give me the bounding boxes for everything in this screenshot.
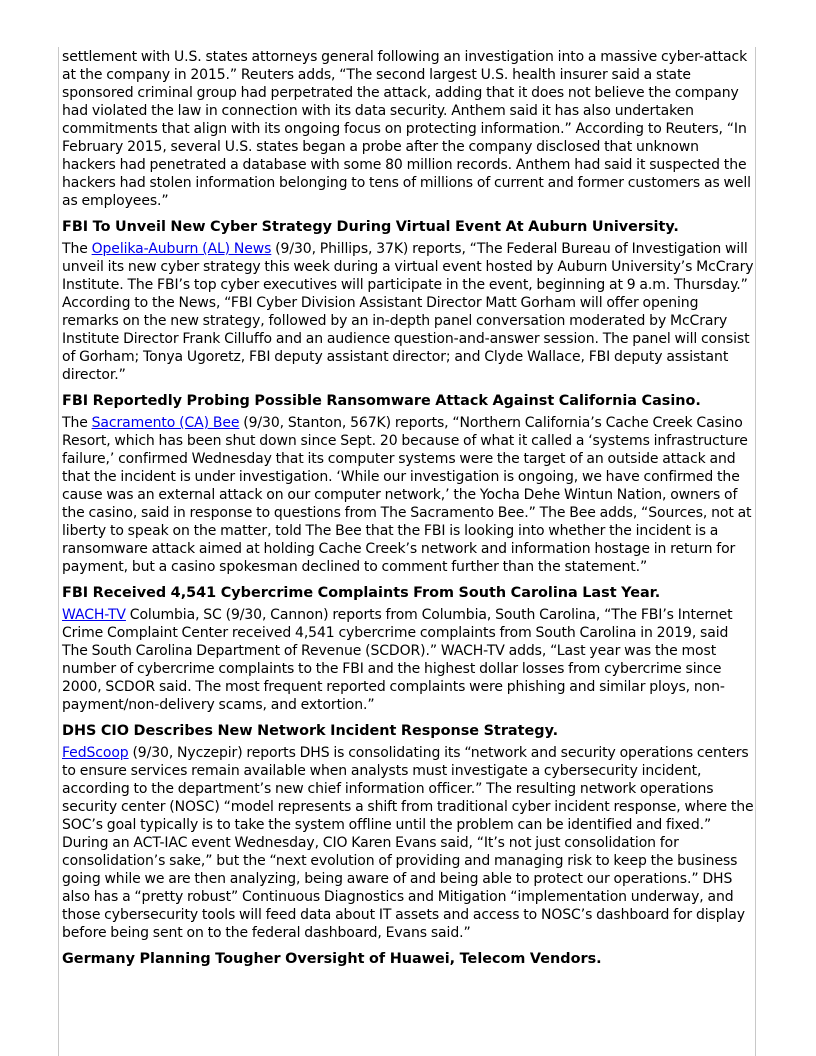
story-casino-ransomware: [62, 392, 756, 576]
lead-paragraph: settlement with U.S. states attorneys general following an investigation into a massive cyber-attack at the company in 2015.” Reuters adds, “The second largest U.S. health insurer said a state sponsored criminal group had perpetrated the attack, adding that it does not believe the company had violated the law in connection with its data security. Anthem said it has also undertaken commitments that align with its ongoing focus on protecting information.” According to Reuters, “In February 2015, several U.S. states began a probe after the company disclosed that unknown hackers had penetrated a database with some 80 million records. Anthem had said it suspected the hackers had stolen information belonging to tens of millions of current and former customers as well as employees.”: [62, 49, 751, 209]
story-headline: DHS CIO Describes New Network Incident Response Strategy.: [62, 723, 559, 739]
story-body: [62, 414, 756, 576]
story-headline: FBI To Unveil New Cyber Strategy During Virtual Event At Auburn University.: [62, 219, 679, 235]
story-text: Columbia, SC (9/30, Cannon) reports from Columbia, South Carolina, “The FBI’s Internet Crime Complaint Center received 4,541 cybercrime complaints from South Carolina in 2019, said The South Carolina Department of Revenue (SCDOR).” WACH-TV adds, “Last year was the most number of cybercrime complaints to the FBI and the highest dollar losses from cybercrime since 2000, SCDOR said. The most frequent reported complaints were phishing and similar ploys, non-payment/non-delivery scams, and extortion.”: [62, 607, 733, 713]
story-text: (9/30, Phillips, 37K) reports, “The Federal Bureau of Investigation will unveil its new cyber strategy this week during a virtual event hosted by Auburn University’s McCrary Institute. The FBI’s top cyber executives will participate in the event, beginning at 9 a.m. Thursday.” According to the News, “FBI Cyber Division Assistant Director Matt Gorham will offer opening remarks on the new strategy, followed by an in-depth panel conversation moderated by McCrary Institute Director Frank Cilluffo and an audience question-and-answer session. The panel will consist of Gorham; Tonya Ugoretz, FBI deputy assistant director; and Clyde Wallace, FBI deputy assistant director.”: [62, 241, 754, 383]
story-headline: FBI Reportedly Probing Possible Ransomware Attack Against California Casino.: [62, 393, 701, 409]
source-link-fedscoop[interactable]: FedScoop: [62, 745, 129, 761]
story-text: (9/30, Stanton, 567K) reports, “Northern California’s Cache Creek Casino Resort, which has been shut down since Sept. 20 because of what it called a ‘systems infrastructure failure,’ confirmed Wednesday that its computer systems were the target of an outside attack and that the incident is under investigation. ‘While our investigation is ongoing, we have confirmed the cause was an external attack on our computer network,’ the Yocha Dehe Wintun Nation, owners of the casino, said in response to questions from The Sacramento Bee.” The Bee adds, “Sources, not at liberty to speak on the matter, told The Bee that the FBI is looking into whether the incident is a ransomware attack aimed at holding Cache Creek’s network and information hostage in return for payment, but a casino spokesman declined to comment further than the statement.”: [62, 415, 752, 575]
story-prefix: The: [62, 241, 92, 257]
story-south-carolina-complaints: [62, 584, 756, 714]
story-prefix: The: [62, 415, 92, 431]
story-headline: Germany Planning Tougher Oversight of Huawei, Telecom Vendors.: [62, 951, 602, 967]
source-link-opelika-auburn-news[interactable]: Opelika-Auburn (AL) News: [91, 241, 272, 257]
story-dhs-incident-response: [62, 722, 756, 942]
source-link-wach-tv[interactable]: WACH-TV: [62, 607, 126, 623]
story-body: [62, 606, 756, 714]
story-text: (9/30, Nyczepir) reports DHS is consolidating its “network and security operations centers to ensure services remain available when analysts must investigate a cybersecurity incident, according to the department’s new chief information officer.” The resulting network operations security center (NOSC) “model represents a shift from traditional cyber incident response, where the SOC’s goal typically is to take the system offline until the problem can be identified and fixed.” During an ACT-IAC event Wednesday, CIO Karen Evans said, “It’s not just consolidation for consolidation’s sake,” but the “next evolution of providing and managing risk to keep the business going while we are then analyzing, being aware of and being able to protect our operations.” DHS also has a “pretty robust” Continuous Diagnostics and Mitigation “implementation underway, and those cybersecurity tools will feed data about IT assets and access to NOSC’s dashboard for display before being sent on to the federal dashboard, Evans said.”: [62, 745, 754, 941]
story-body: [62, 744, 756, 942]
document-body: [62, 48, 756, 976]
story-headline: FBI Received 4,541 Cybercrime Complaints From South Carolina Last Year.: [62, 585, 661, 601]
story-germany-huawei: [62, 950, 756, 968]
story-body: [62, 240, 756, 384]
source-link-sacramento-bee[interactable]: Sacramento (CA) Bee: [91, 415, 240, 431]
story-fbi-cyber-strategy: [62, 218, 756, 384]
